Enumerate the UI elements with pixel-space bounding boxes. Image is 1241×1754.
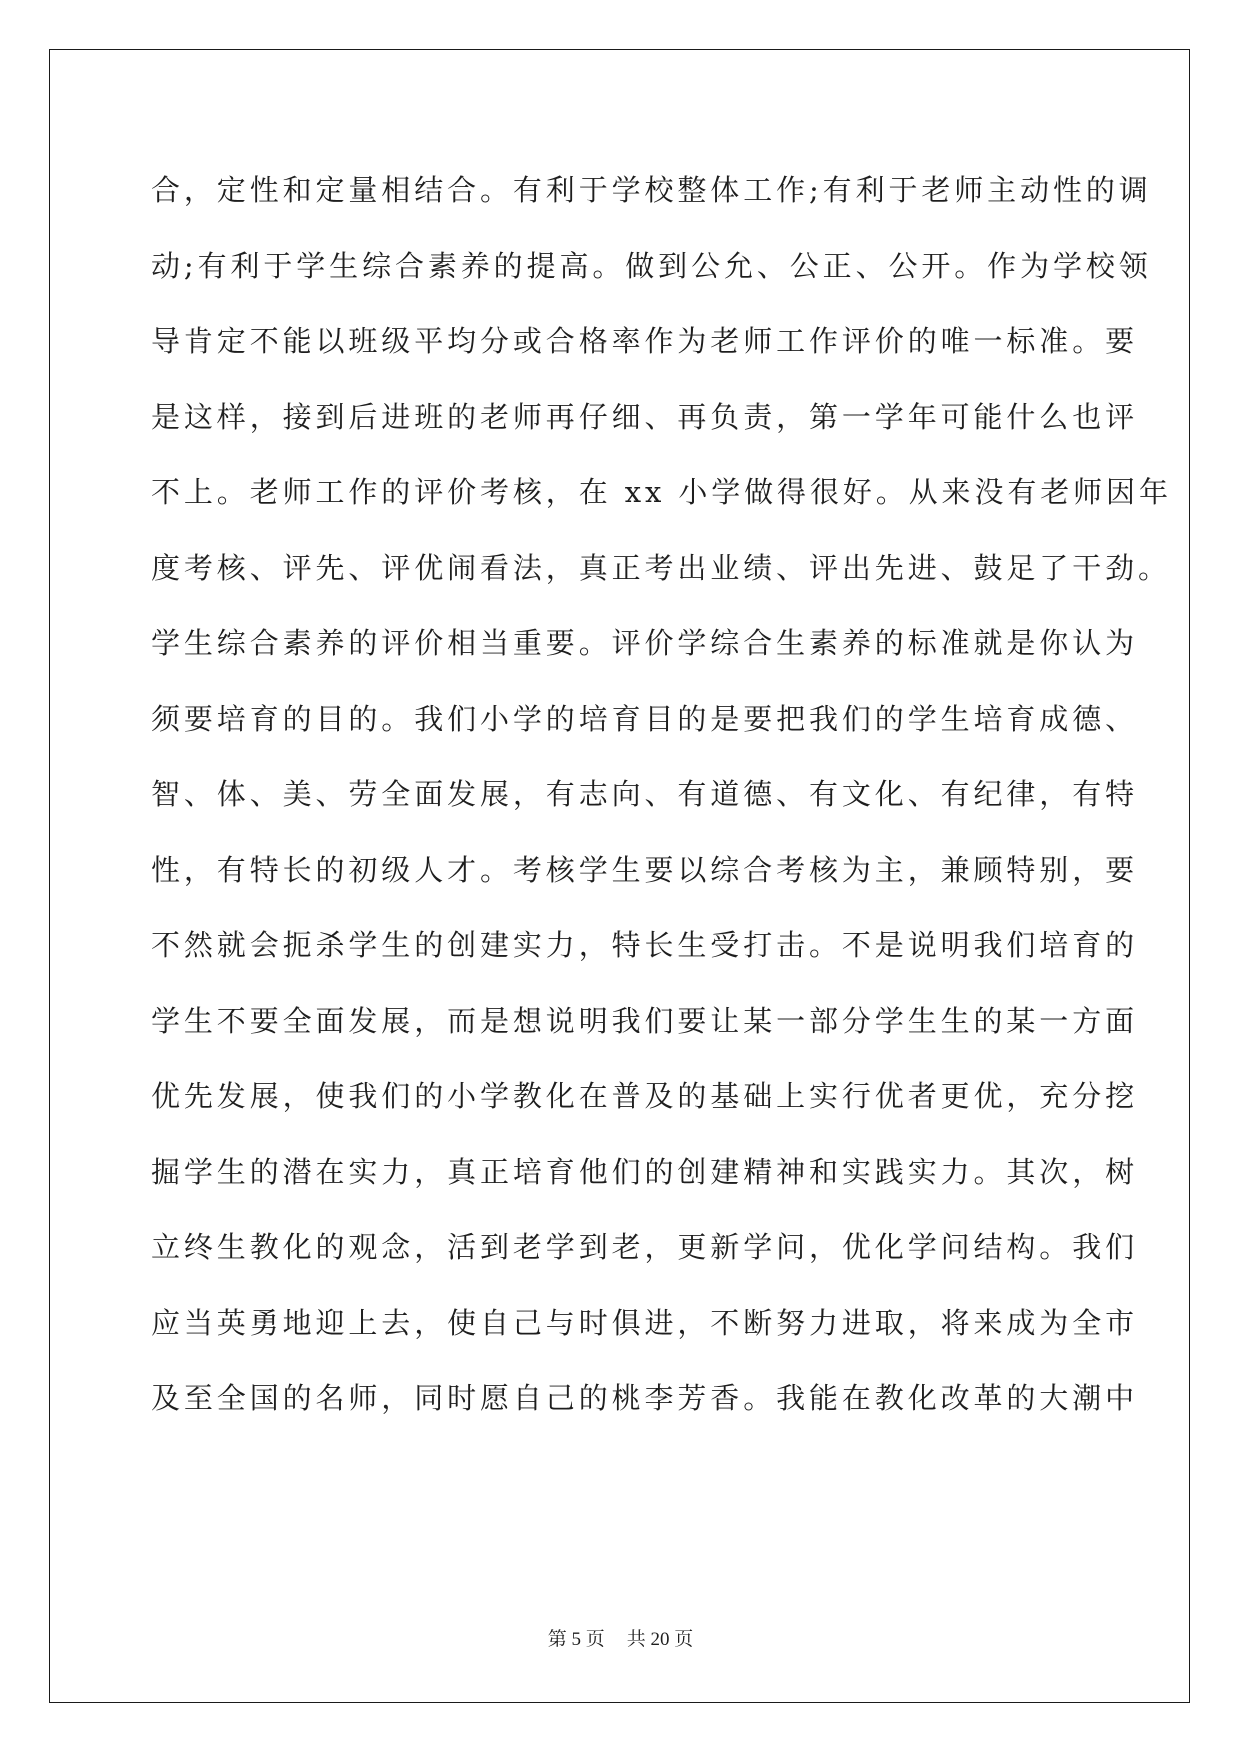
text-line: 不然就会扼杀学生的创建实力，特长生受打击。不是说明我们培育的 — [151, 928, 1139, 962]
text-line: 是这样，接到后进班的老师再仔细、再负责，第一学年可能什么也评 — [151, 399, 1139, 434]
text-line: 应当英勇地迎上去，使自己与时俱进，不断努力进取，将来成为全市 — [151, 1305, 1139, 1340]
text-line: 导肯定不能以班级平均分或合格率作为老师工作评价的唯一标准。要 — [151, 324, 1139, 358]
page-number: 第 5 页 — [547, 1629, 605, 1650]
text-line: 动;有利于学生综合素养的提高。做到公允、公正、公开。作为学校领 — [151, 248, 1152, 283]
text-line: 立终生教化的观念，活到老学到老，更新学问，优化学问结构。我们 — [151, 1230, 1139, 1264]
text-line: 智、体、美、劳全面发展，有志向、有道德、有文化、有纪律，有特 — [151, 777, 1139, 811]
page-footer — [0, 1628, 1241, 1652]
text-line: 掘学生的潜在实力，真正培育他们的创建精神和实践实力。其次，树 — [151, 1154, 1139, 1189]
text-line: 性，有特长的初级人才。考核学生要以综合考核为主，兼顾特别，要 — [151, 852, 1139, 887]
body-text — [151, 165, 1172, 1449]
text-line: 学生综合素养的评价相当重要。评价学综合生素养的标准就是你认为 — [151, 626, 1139, 660]
page-total: 共 20 页 — [626, 1629, 694, 1650]
text-line: 不上。老师工作的评价考核，在 xx 小学做得很好。从来没有老师因年 — [151, 475, 1172, 509]
text-line: 优先发展，使我们的小学教化在普及的基础上实行优者更优，充分挖 — [151, 1079, 1139, 1113]
text-line: 度考核、评先、评优闹看法，真正考出业绩、评出先进、鼓足了干劲。 — [151, 550, 1171, 585]
text-line: 须要培育的目的。我们小学的培育目的是要把我们的学生培育成德、 — [151, 701, 1139, 736]
text-line: 学生不要全面发展，而是想说明我们要让某一部分学生生的某一方面 — [151, 1003, 1139, 1038]
text-line: 合，定性和定量相结合。有利于学校整体工作;有利于老师主动性的调 — [151, 173, 1152, 207]
text-line: 及至全国的名师，同时愿自己的桃李芳香。我能在教化改革的大潮中 — [151, 1381, 1139, 1415]
